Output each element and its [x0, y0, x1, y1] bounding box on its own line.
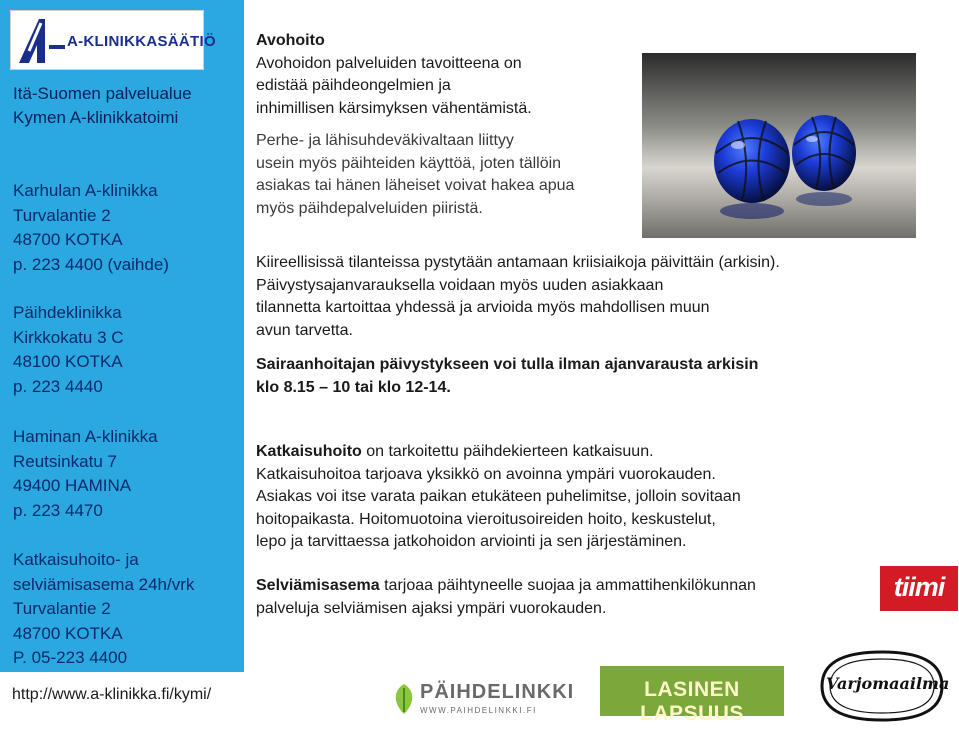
location-line: selviämisasema 24h/vrk: [13, 574, 195, 594]
paragraph-line: Perhe- ja lähisuhdeväkivaltaan liittyy: [256, 132, 514, 149]
paragraph-line: Kiireellisissä tilanteissa pystytään antamaan kriisiaikoja päivittäin (arkisin).: [256, 254, 780, 271]
glass-floats-photo: [642, 53, 916, 238]
paragraph-line: Asiakas voi itse varata paikan etukäteen puhelimitse, jolloin sovitaan: [256, 488, 741, 505]
paragraph-line: klo 8.15 – 10 tai klo 12-14.: [256, 378, 451, 396]
location-line: Karhulan A-klinikka: [13, 181, 158, 200]
sidebar: [0, 0, 244, 672]
paragraph-line: Päivystysajanvarauksella voidaan myös uuden asiakkaan: [256, 276, 664, 294]
location-hamina: [13, 425, 158, 523]
paragraph-line: tarjoaa päihtyneelle suojaa ja ammattihenkilökunnan: [379, 577, 756, 594]
a-klinikka-logo-icon: [15, 15, 67, 67]
paragraph-line: Katkaisuhoitoa tarjoava yksikkö on avoinna ympäri vuorokauden.: [256, 465, 716, 483]
location-karhula: [13, 179, 169, 277]
lasinen-lapsuus-logo: [600, 666, 784, 725]
paragraph-line: asiakas tai hänen läheiset voivat hakea apua: [256, 177, 575, 194]
paragraph-line: avun tarvetta.: [256, 321, 353, 339]
paihdelinkki-logo: [390, 678, 574, 720]
tiimi-logo: [880, 566, 958, 611]
paihdelinkki-name: PÄIHDELINKKI: [420, 681, 575, 703]
paragraph-line: Avohoidon palveluiden tavoitteena on: [256, 54, 522, 72]
logo-text: A-KLINIKKASÄÄTIÖ: [67, 33, 216, 50]
location-line: p. 223 4440: [13, 376, 103, 396]
paragraph-line: edistää päihdeongelmien ja: [256, 77, 451, 94]
location-line: 48100 KOTKA: [13, 352, 123, 371]
lasinen-lapsuus-text: LASINEN LAPSUUS: [640, 678, 744, 725]
paragraph-line: Sairaanhoitajan päivystykseen voi tulla ilman ajanvarausta arkisin: [256, 356, 759, 373]
varjomaailma-logo: [812, 646, 952, 726]
location-katkaisuhoito: [13, 548, 194, 671]
location-line: Turvalantie 2: [13, 205, 111, 225]
paragraph-line: inhimillisen kärsimyksen vähentämistä.: [256, 99, 532, 117]
paragraph-line: on tarkoitettu päihdekierteen katkaisuun.: [361, 443, 654, 460]
paihdelinkki-url: WWW.PAIHDELINKKI.FI: [420, 706, 537, 715]
location-line: Katkaisuhoito- ja: [13, 550, 139, 569]
perhe-paragraph: [256, 130, 574, 220]
location-line: Päihdeklinikka: [13, 303, 122, 322]
website-link[interactable]: http://www.a-klinikka.fi/kymi/: [12, 686, 212, 703]
paragraph-line: usein myös päihteiden käyttöä, joten tällöin: [256, 154, 562, 172]
paragraph-line: tilannetta kartoittaa yhdessä ja arvioida myös mahdollisen muun: [256, 299, 710, 316]
location-line: Reutsinkatu 7: [13, 451, 117, 471]
location-line: 49400 HAMINA: [13, 476, 132, 495]
location-line: p. 223 4470: [13, 500, 103, 520]
location-line: P. 05-223 4400: [13, 648, 128, 667]
location-line: Turvalantie 2: [13, 599, 111, 618]
sairaanhoitaja-paragraph: [256, 354, 758, 399]
unit-title: Kymen A-klinikkatoimi: [13, 108, 179, 127]
location-line: 48700 KOTKA: [13, 623, 123, 643]
kriisi-paragraph: [256, 252, 780, 342]
avohoito-section: [256, 30, 532, 120]
region-title: Itä-Suomen palvelualue: [13, 84, 192, 103]
varjomaailma-text: Varjomaailma: [826, 674, 950, 693]
katkaisuhoito-term: Katkaisuhoito: [256, 443, 362, 460]
paragraph-line: palveluja selviämisen ajaksi ympäri vuorokauden.: [256, 599, 607, 617]
tiimi-logo-text: tiimi: [893, 572, 945, 602]
glass-floats-illustration: [642, 53, 916, 238]
location-line: p. 223 4400 (vaihde): [13, 254, 169, 274]
paragraph-line: hoitopaikasta. Hoitomuotoina vieroitusoireiden hoito, keskustelut,: [256, 510, 716, 528]
paragraph-line: myös päihdepalveluiden piiristä.: [256, 199, 483, 217]
location-paihdeklinikka: [13, 301, 124, 399]
location-line: Haminan A-klinikka: [13, 427, 158, 446]
location-line: Kirkkokatu 3 C: [13, 327, 124, 347]
paragraph-line: lepo ja tarvittaessa jatkohoidon arviointi ja sen järjestäminen.: [256, 533, 687, 550]
selviamisasema-paragraph: [256, 575, 756, 620]
a-klinikkasaatio-logo: [10, 10, 216, 70]
avohoito-title: Avohoito: [256, 32, 325, 49]
location-line: 48700 KOTKA: [13, 230, 123, 249]
katkaisuhoito-paragraph: [256, 441, 741, 554]
paihdelinkki-leaf-icon: [390, 682, 418, 716]
selviamisasema-term: Selviämisasema: [256, 577, 380, 594]
